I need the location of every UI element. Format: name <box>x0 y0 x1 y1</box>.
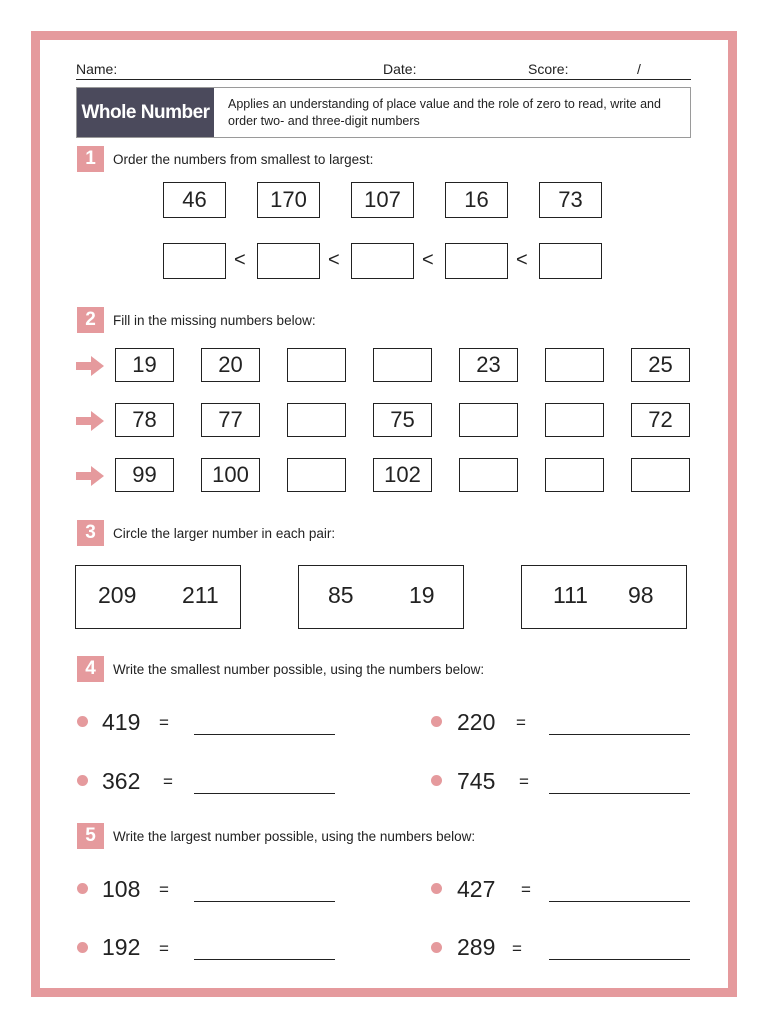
given-number: 362 <box>102 768 141 794</box>
bullet-icon <box>431 716 442 727</box>
sequence-blank-box[interactable] <box>373 348 432 382</box>
sequence-box: 75 <box>373 403 432 437</box>
question-3-prompt: Circle the larger number in each pair: <box>113 526 336 541</box>
page-border <box>31 31 737 997</box>
given-number: 220 <box>457 709 496 735</box>
given-number: 108 <box>102 876 141 902</box>
q1-number-box: 107 <box>351 182 414 218</box>
bullet-icon <box>77 716 88 727</box>
sequence-blank-box[interactable] <box>287 348 346 382</box>
less-than-sign: < <box>422 249 434 271</box>
number-pair-box <box>298 565 464 629</box>
answer-line[interactable] <box>549 793 690 794</box>
pair-number[interactable]: 85 <box>328 582 354 608</box>
sequence-blank-box[interactable] <box>545 403 604 437</box>
sequence-blank-box[interactable] <box>287 458 346 492</box>
q1-number-box: 170 <box>257 182 320 218</box>
name-label: Name: <box>76 61 118 77</box>
sequence-box: 78 <box>115 403 174 437</box>
score-separator: / <box>637 61 641 77</box>
bullet-icon <box>431 883 442 894</box>
pair-number[interactable]: 111 <box>553 582 588 608</box>
sequence-box: 25 <box>631 348 690 382</box>
bullet-icon <box>431 942 442 953</box>
pair-number[interactable]: 209 <box>98 582 137 608</box>
bullet-icon <box>431 775 442 786</box>
given-number: 419 <box>102 709 141 735</box>
q1-number-box: 16 <box>445 182 508 218</box>
pair-number[interactable]: 19 <box>409 582 435 608</box>
worksheet-description: Applies an understanding of place value and the role of zero to read, write and order two- and three-digit numbers <box>228 97 661 128</box>
sequence-box: 99 <box>115 458 174 492</box>
q1-answer-box[interactable] <box>257 243 320 279</box>
answer-line[interactable] <box>549 734 690 735</box>
answer-line[interactable] <box>194 793 335 794</box>
q1-answer-box[interactable] <box>163 243 226 279</box>
equals-sign: = <box>159 880 169 899</box>
worksheet-title: Whole Number <box>77 88 214 137</box>
answer-line[interactable] <box>549 959 690 960</box>
q1-answer-box[interactable] <box>445 243 508 279</box>
bullet-icon <box>77 942 88 953</box>
q1-number-box: 73 <box>539 182 602 218</box>
sequence-blank-box[interactable] <box>545 348 604 382</box>
question-2-prompt: Fill in the missing numbers below: <box>113 313 316 328</box>
less-than-sign: < <box>516 249 528 271</box>
sequence-blank-box[interactable] <box>287 403 346 437</box>
bullet-icon <box>77 883 88 894</box>
answer-line[interactable] <box>194 901 335 902</box>
less-than-sign: < <box>328 249 340 271</box>
sequence-blank-box[interactable] <box>631 458 690 492</box>
header-underline <box>76 79 691 80</box>
number-pair-box <box>75 565 241 629</box>
question-5-number: 5 <box>77 823 104 849</box>
sequence-box: 23 <box>459 348 518 382</box>
equals-sign: = <box>521 880 531 899</box>
score-label: Score: <box>528 61 569 77</box>
answer-line[interactable] <box>194 959 335 960</box>
bullet-icon <box>77 775 88 786</box>
question-4-prompt: Write the smallest number possible, using the numbers below: <box>113 662 485 677</box>
equals-sign: = <box>163 772 173 791</box>
equals-sign: = <box>516 713 526 732</box>
number-pair-box <box>521 565 687 629</box>
question-2-number: 2 <box>77 307 104 333</box>
equals-sign: = <box>512 939 522 958</box>
equals-sign: = <box>159 939 169 958</box>
sequence-box: 102 <box>373 458 432 492</box>
given-number: 745 <box>457 768 496 794</box>
question-1-prompt: Order the numbers from smallest to largest: <box>113 152 374 167</box>
sequence-box: 77 <box>201 403 260 437</box>
pair-number[interactable]: 98 <box>628 582 654 608</box>
arrow-right-icon <box>76 356 104 376</box>
title-banner <box>76 87 691 138</box>
less-than-sign: < <box>234 249 246 271</box>
date-label: Date: <box>383 61 417 77</box>
given-number: 427 <box>457 876 496 902</box>
equals-sign: = <box>159 713 169 732</box>
sequence-blank-box[interactable] <box>459 458 518 492</box>
sequence-box: 100 <box>201 458 260 492</box>
answer-line[interactable] <box>194 734 335 735</box>
answer-line[interactable] <box>549 901 690 902</box>
sequence-box: 19 <box>115 348 174 382</box>
sequence-blank-box[interactable] <box>459 403 518 437</box>
question-3-number: 3 <box>77 520 104 546</box>
sequence-box: 20 <box>201 348 260 382</box>
arrow-right-icon <box>76 466 104 486</box>
given-number: 289 <box>457 934 496 960</box>
given-number: 192 <box>102 934 141 960</box>
question-4-number: 4 <box>77 656 104 682</box>
pair-number[interactable]: 211 <box>182 582 219 608</box>
sequence-blank-box[interactable] <box>545 458 604 492</box>
question-1-number: 1 <box>77 146 104 172</box>
q1-answer-box[interactable] <box>539 243 602 279</box>
sequence-box: 72 <box>631 403 690 437</box>
question-5-prompt: Write the largest number possible, using the numbers below: <box>113 829 476 844</box>
equals-sign: = <box>519 772 529 791</box>
q1-number-box: 46 <box>163 182 226 218</box>
q1-answer-box[interactable] <box>351 243 414 279</box>
arrow-right-icon <box>76 411 104 431</box>
